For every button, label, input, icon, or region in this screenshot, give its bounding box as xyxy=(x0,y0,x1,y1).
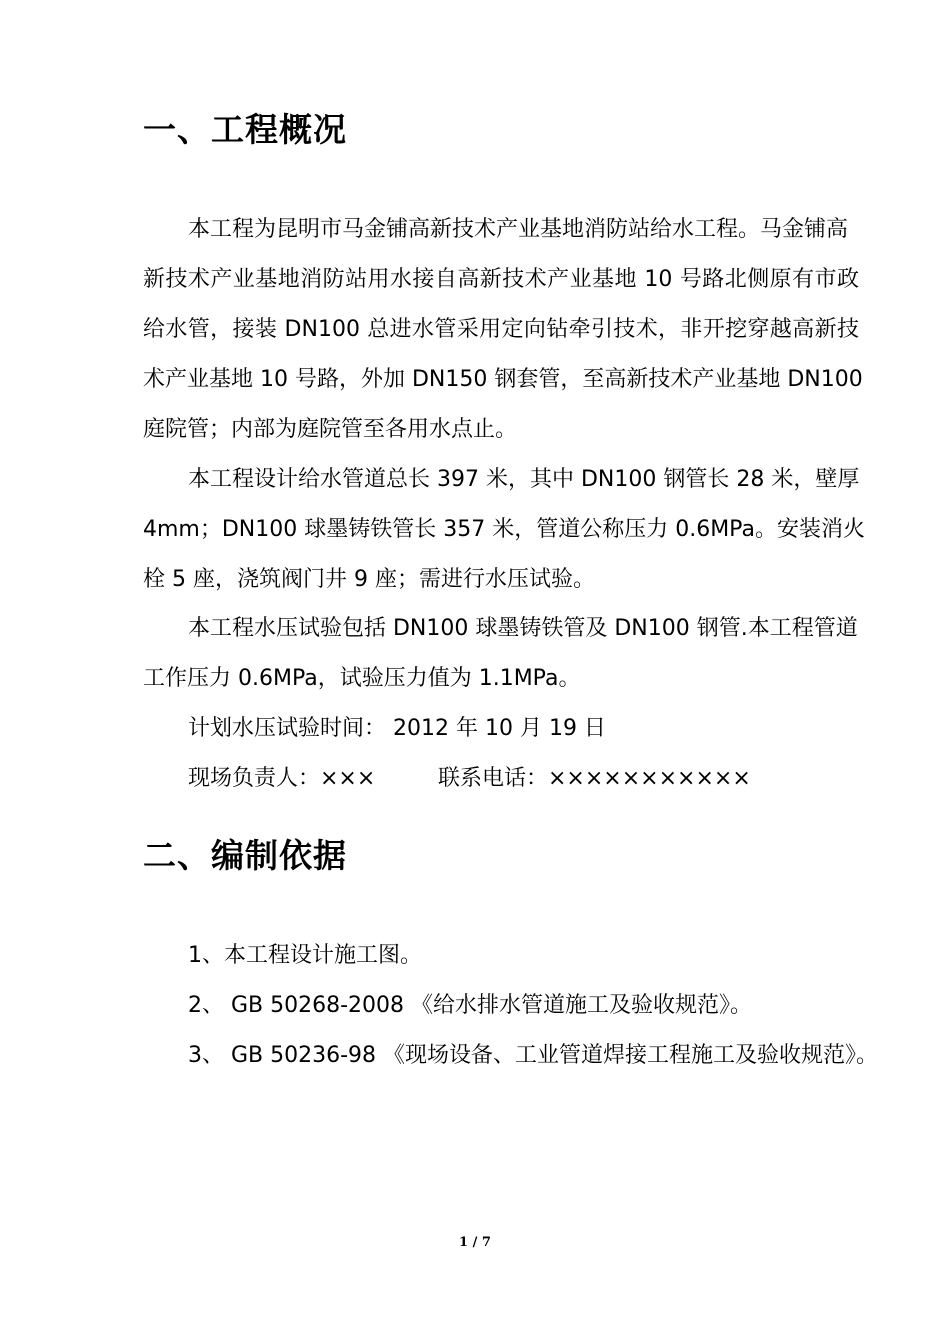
page-number: 1 / 7 xyxy=(459,1235,491,1250)
paragraph-line: 庭院管；内部为庭院管至各用水点止。 xyxy=(143,417,518,442)
paragraph-line: 新技术产业基地消防站用水接自高新技术产业基地 10 号路北侧原有市政 xyxy=(143,267,859,292)
paragraph-line: 工作压力 0.6MPa，试验压力值为 1.1MPa。 xyxy=(143,666,581,691)
site-manager: 现场负责人：××× xyxy=(188,766,376,791)
reference-item: 2、 GB 50268-2008 《给水排水管道施工及验收规范》。 xyxy=(188,993,753,1018)
paragraph-line: 本工程水压试验包括 DN100 球墨铸铁管及 DN100 钢管.本工程管道 xyxy=(188,616,858,641)
test-schedule: 计划水压试验时间： 2012 年 10 月 19 日 xyxy=(188,716,606,741)
section-heading-basis: 二、编制依据 xyxy=(143,836,347,875)
reference-item: 3、 GB 50236-98 《现场设备、工业管道焊接工程施工及验收规范》。 xyxy=(188,1043,879,1068)
paragraph-line: 本工程设计给水管道总长 397 米，其中 DN100 钢管长 28 米，壁厚 xyxy=(188,467,860,492)
section-heading-overview: 一、工程概况 xyxy=(143,110,347,149)
paragraph-line: 术产业基地 10 号路，外加 DN150 钢套管，至高新技术产业基地 DN100 xyxy=(143,367,863,392)
reference-item: 1、本工程设计施工图。 xyxy=(188,943,422,968)
paragraph-line: 4mm；DN100 球墨铸铁管长 357 米，管道公称压力 0.6MPa。安装消火 xyxy=(143,517,865,542)
paragraph-line: 本工程为昆明市马金铺高新技术产业基地消防站给水工程。马金铺高 xyxy=(188,217,849,242)
contact-phone: 联系电话：××××××××××× xyxy=(438,766,751,791)
paragraph-line: 给水管，接装 DN100 总进水管采用定向钻牵引技术，非开挖穿越高新技 xyxy=(143,317,859,342)
paragraph-line: 栓 5 座，浇筑阀门井 9 座；需进行水压试验。 xyxy=(143,567,595,592)
